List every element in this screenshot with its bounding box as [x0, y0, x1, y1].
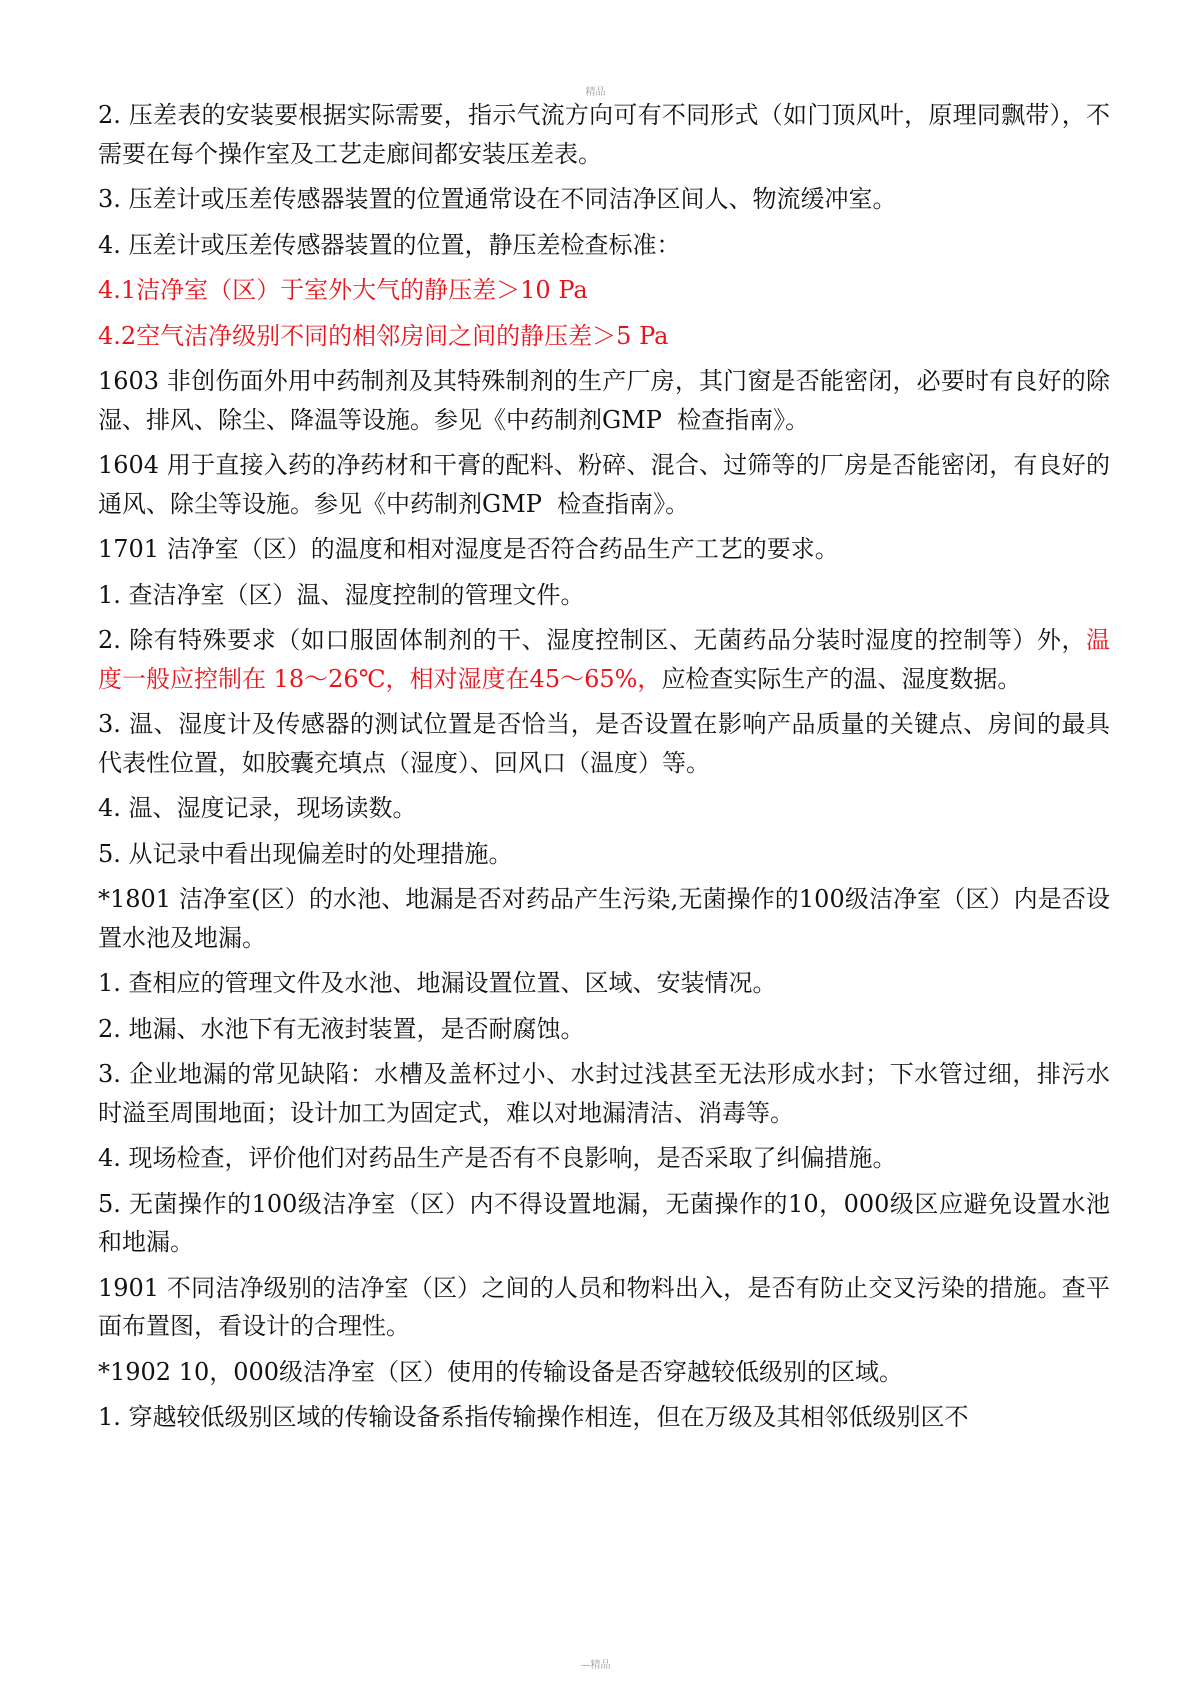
paragraph-20: 1901 不同洁净级别的洁净室（区）之间的人员和物料出入，是否有防止交叉污染的措施。查平面布置图，看设计的合理性。 [98, 1273, 1110, 1340]
paragraph-2: 3. 压差计或压差传感器装置的位置通常设在不同洁净区间人、物流缓冲室。 [98, 185, 897, 213]
paragraph-4-highlighted: 4.1洁净室（区）于室外大气的静压差＞10 Pa [98, 276, 588, 304]
paragraph-1: 2. 压差表的安装要根据实际需要，指示气流方向可有不同形式（如门顶风叶，原理同飘带），不需要在每个操作室及工艺走廊间都安装压差表。 [98, 101, 1110, 168]
paragraph-10-part-3: 应检查实际生产的温、湿度数据。 [661, 664, 1022, 693]
paragraph-3: 4. 压差计或压差传感器装置的位置，静压差检查标准： [98, 230, 681, 259]
paragraph-6: 1603 非创伤面外用中药制剂及其特殊制剂的生产厂房，其门窗是否能密闭，必要时有良好的除湿、排风、除尘、降温等设施。参见《中药制剂GMP 检查指南》。 [98, 367, 1110, 434]
paragraph-5-highlighted: 4.2空气洁净级别不同的相邻房间之间的静压差＞5 Pa [98, 321, 669, 350]
paragraph-17: 3. 企业地漏的常见缺陷：水槽及盖杯过小、水封过浅甚至无法形成水封；下水管过细，排污水时溢至周围地面；设计加工为固定式，难以对地漏清洁、消毒等。 [98, 1060, 1110, 1127]
paragraph-11: 3. 温、湿度计及传感器的测试位置是否恰当，是否设置在影响产品质量的关键点、房间的最具代表性位置，如胶囊充填点（湿度）、回风口（温度）等。 [98, 710, 1110, 777]
paragraph-15: 1. 查相应的管理文件及水池、地漏设置位置、区域、安装情况。 [98, 969, 777, 997]
page-footer: —精品 [580, 1660, 611, 1671]
paragraph-21: *1902 10，000级洁净室（区）使用的传输设备是否穿越较低级别的区域。 [98, 1357, 904, 1386]
paragraph-19: 5. 无菌操作的100级洁净室（区）内不得设置地漏，无菌操作的10，000级区应避免设置水池和地漏。 [98, 1189, 1110, 1256]
paragraph-16: 2. 地漏、水池下有无液封装置，是否耐腐蚀。 [98, 1014, 585, 1043]
paragraph-18: 4. 现场检查，评价他们对药品生产是否有不良影响，是否采取了纠偏措施。 [98, 1144, 897, 1172]
paragraph-8: 1701 洁净室（区）的温度和相对湿度是否符合药品生产工艺的要求。 [98, 535, 839, 563]
paragraph-10 [98, 621, 1110, 698]
paragraph-10-highlighted: 温度一般应控制在 18～26℃，相对湿度在45～65%， [98, 626, 1110, 693]
paragraph-7: 1604 用于直接入药的净药材和干膏的配料、粉碎、混合、过筛等的厂房是否能密闭，有良好的通风、除尘等设施。参见《中药制剂GMP 检查指南》。 [98, 451, 1110, 518]
paragraph-12: 4. 温、湿度记录，现场读数。 [98, 794, 417, 822]
document-body [98, 96, 1110, 1444]
paragraph-22: 1. 穿越较低级别区域的传输设备系指传输操作相连，但在万级及其相邻低级别区不 [98, 1403, 969, 1431]
page-header: 精品 [585, 87, 606, 98]
paragraph-9: 1. 查洁净室（区）温、湿度控制的管理文件。 [98, 580, 585, 609]
paragraph-10-part-1: 2. 除有特殊要求（如口服固体制剂的干、湿度控制区、无菌药品分装时湿度的控制等）外， [98, 626, 1086, 654]
paragraph-13: 5. 从记录中看出现偏差时的处理措施。 [98, 839, 513, 868]
paragraph-14: *1801 洁净室(区）的水池、地漏是否对药品产生污染,无菌操作的100级洁净室（区）内是否设置水池及地漏。 [98, 885, 1110, 952]
